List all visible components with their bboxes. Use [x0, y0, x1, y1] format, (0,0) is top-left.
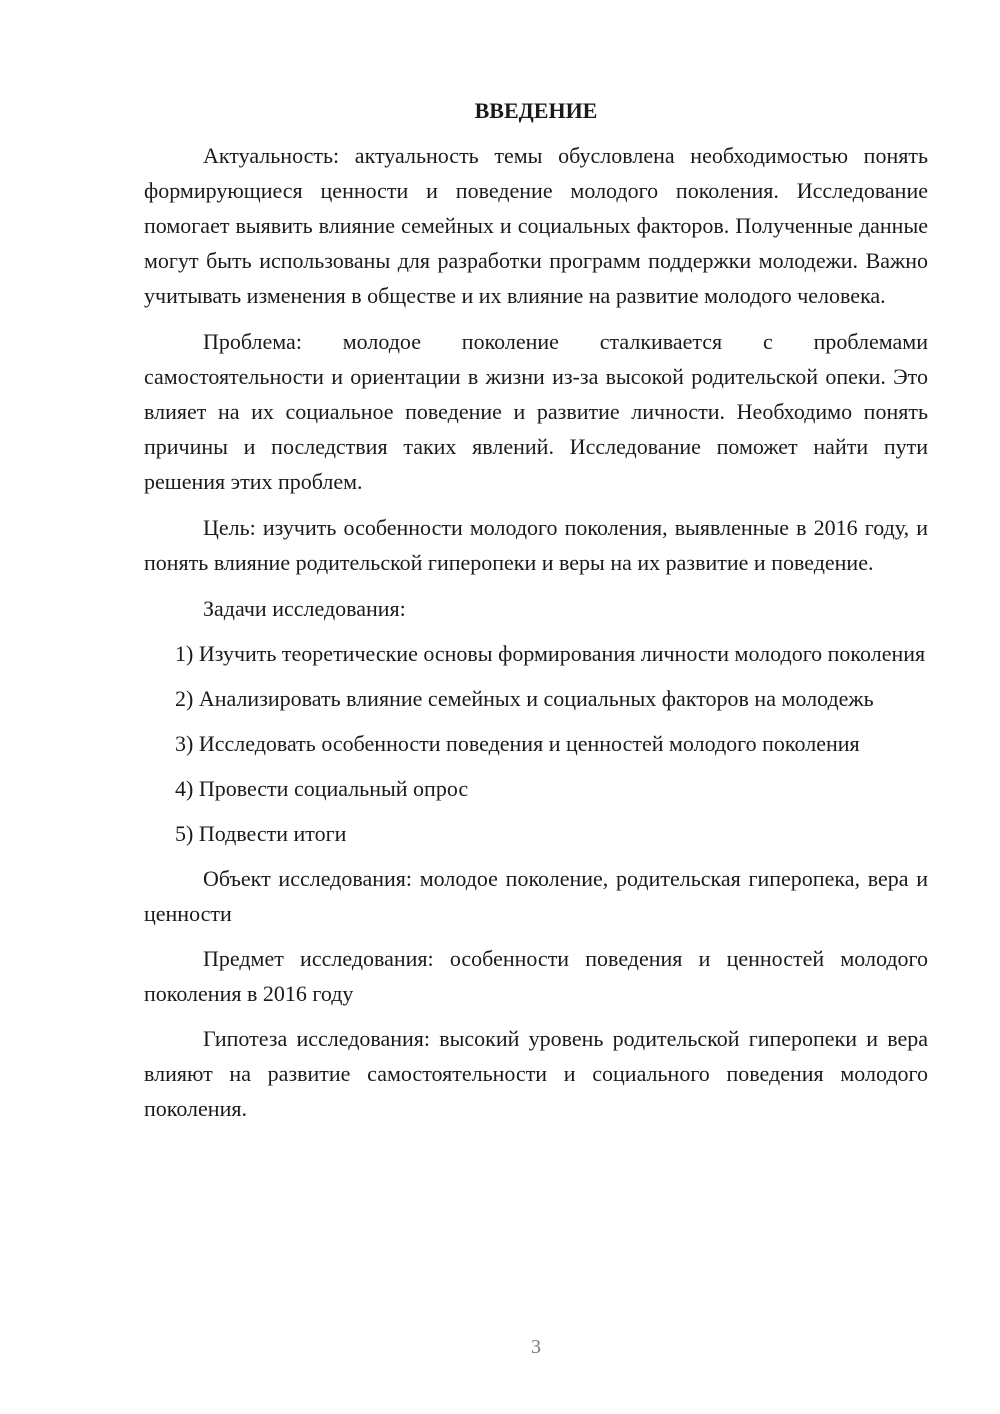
tasks-heading: Задачи исследования:: [203, 596, 406, 621]
object-paragraph: Объект исследования: молодое поколение, родительская гиперопека, вера и ценности: [144, 866, 928, 926]
task-item-4: 4) Провести социальный опрос: [175, 776, 469, 801]
subject-paragraph: Предмет исследования: особенности поведения и ценностей молодого поколения в 2016 году: [144, 946, 928, 1006]
document-title: ВВЕДЕНИЕ: [474, 98, 598, 123]
task-item-5: 5) Подвести итоги: [175, 821, 347, 846]
goal-paragraph: Цель: изучить особенности молодого поколения, выявленные в 2016 году, и понять влияние родительской гиперопеки и веры на их развитие и поведение.: [144, 515, 928, 575]
problem-paragraph: Проблема: молодое поколение сталкивается с проблемами самостоятельности и ориентации в жизни из-за высокой родительской опеки. Это влияет на их социальное поведение и развитие личности. Необходимо понять причины и последствия таких явлений. Исследование поможет найти пути решения этих проблем.: [144, 329, 928, 494]
task-item-1: 1) Изучить теоретические основы формирования личности молодого поколения: [175, 641, 926, 666]
document-page: [144, 96, 928, 1126]
relevance-paragraph: Актуальность: актуальность темы обусловлена необходимостью понять формирующиеся ценности и поведение молодого поколения. Исследование помогает выявить влияние семейных и социальных факторов. Полученные данные могут быть использованы для разработки программ поддержки молодежи. Важно учитывать изменения в обществе и их влияние на развитие молодого человека.: [144, 143, 928, 308]
hypothesis-paragraph: Гипотеза исследования: высокий уровень родительской гиперопеки и вера влияют на развитие самостоятельности и социального поведения молодого поколения.: [144, 1026, 928, 1121]
task-item-2: 2) Анализировать влияние семейных и социальных факторов на молодежь: [175, 686, 874, 711]
page-number: 3: [531, 1336, 541, 1358]
task-item-3: 3) Исследовать особенности поведения и ценностей молодого поколения: [175, 731, 860, 756]
